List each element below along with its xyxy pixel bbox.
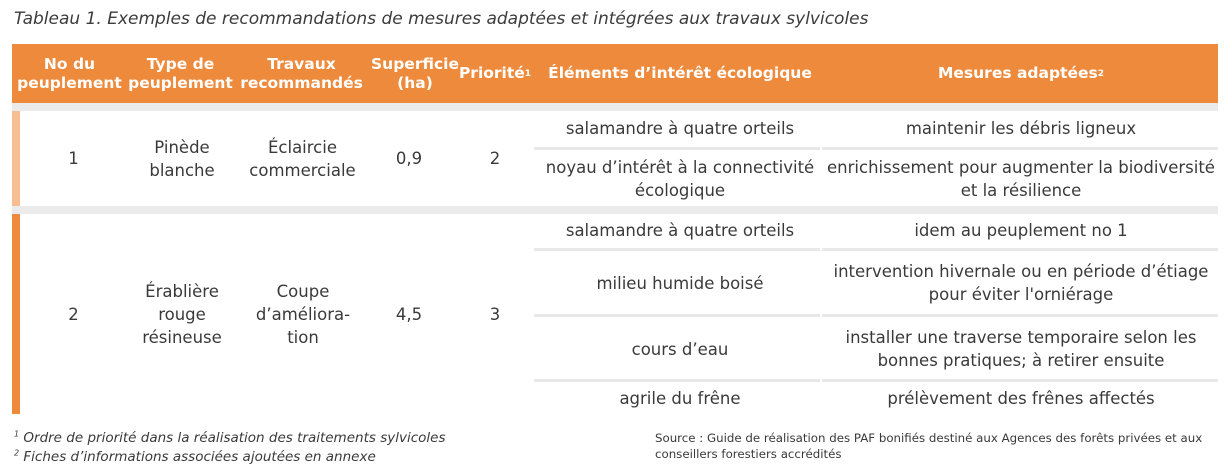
row-divider	[822, 248, 1218, 251]
cell-mesure: maintenir les débris ligneux	[905, 118, 1137, 138]
header-priorite: Priorité 1	[458, 64, 532, 82]
cell-element: milieu humide boisé	[596, 273, 764, 293]
header-superficie: Superficie (ha)	[371, 54, 459, 92]
source-note: Source : Guide de réalisation des PAF bonifiés destiné aux Agences des forêts privées et aux conseillers forestiers accrédités	[655, 431, 1203, 461]
footnote-mark: 1	[14, 429, 20, 439]
header-elements: Éléments d’intérêt écologique	[548, 64, 812, 82]
cell-no: 1	[68, 149, 79, 168]
cell-mesure: installer une traverse temporaire selon les bonnes pratiques; à retirer ensuite	[845, 328, 1197, 370]
cell-mesure: enrichissement pour augmenter la biodiversité et la résilience	[827, 157, 1215, 200]
row-gap	[12, 103, 1218, 111]
row-gap	[12, 206, 1218, 214]
footnote	[14, 448, 445, 467]
footnote-text: Fiches d’informations associées ajoutées en annexe	[23, 449, 376, 465]
cell-superficie: 4,5	[395, 304, 423, 324]
cell-priorite: 2	[489, 149, 501, 168]
cell-mesure: intervention hivernale ou en période d’étiage pour éviter l'orniérage	[833, 262, 1209, 304]
header-no-peuplement: No du peuplement	[17, 54, 122, 92]
header-type-peuplement: Type de peuplement	[128, 54, 233, 92]
cell-element: salamandre à quatre orteils	[565, 118, 795, 138]
row-divider	[822, 147, 1218, 150]
footnote-mark: 2	[14, 448, 20, 458]
footnote	[14, 429, 445, 448]
cell-travaux: Éclaircie commerciale	[249, 137, 356, 180]
table-row-peuplement-2	[12, 214, 1218, 414]
cell-superficie: 0,9	[395, 149, 423, 168]
header-mesures: Mesures adaptées 2	[937, 64, 1104, 82]
header-travaux: Travaux recommandés	[240, 54, 363, 92]
table-row-peuplement-1	[12, 111, 1218, 206]
row-divider	[534, 147, 820, 150]
table-header	[12, 44, 1218, 103]
footnotes	[14, 429, 445, 467]
row-divider	[534, 248, 820, 251]
cell-no: 2	[68, 304, 79, 324]
row-divider	[534, 314, 820, 317]
table-title: Tableau 1. Exemples de recommandations de mesures adaptées et intégrées aux travaux sylvicoles	[14, 9, 869, 29]
cell-priorite: 3	[489, 304, 501, 324]
cell-element: salamandre à quatre orteils	[565, 221, 795, 240]
recommendations-table	[12, 44, 1218, 414]
row-divider	[822, 314, 1218, 317]
cell-mesure: prélèvement des frênes affectés	[887, 389, 1155, 408]
row-accent-bar	[12, 111, 20, 206]
cell-travaux: Coupe d’améliora-tion	[255, 281, 351, 347]
row-divider	[534, 379, 820, 382]
header-priorite-label: Priorité	[458, 64, 525, 82]
cell-type: Pinède blanche	[149, 137, 215, 180]
header-mesures-label: Mesures adaptées	[937, 64, 1098, 82]
cell-type: Érablière rouge résineuse	[142, 281, 222, 347]
footnote-text: Ordre de priorité dans la réalisation des traitements sylvicoles	[23, 430, 446, 446]
row-divider	[822, 379, 1218, 382]
cell-element: cours d’eau	[631, 339, 729, 359]
cell-element: agrile du frêne	[619, 389, 741, 408]
cell-element: noyau d’intérêt à la connectivité écologique	[545, 157, 815, 200]
cell-mesure: idem au peuplement no 1	[914, 221, 1128, 240]
row-accent-bar	[12, 214, 20, 414]
